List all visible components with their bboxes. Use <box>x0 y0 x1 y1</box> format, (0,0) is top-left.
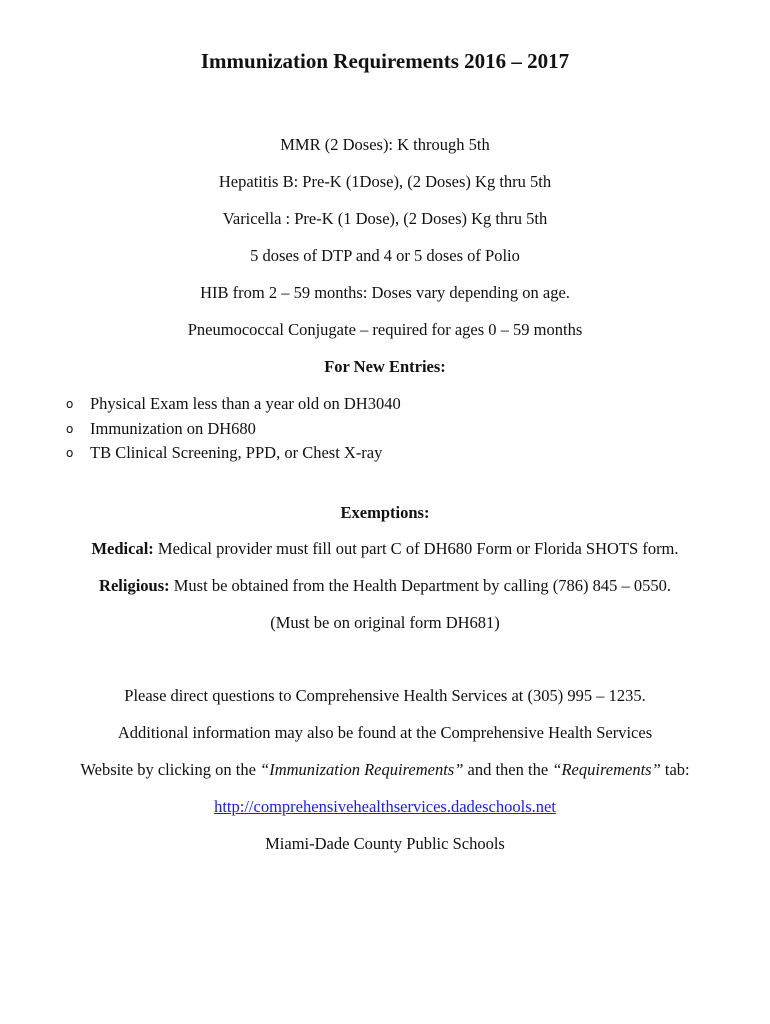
website-middle: and then the <box>463 760 553 779</box>
new-entries-list <box>66 392 401 466</box>
exemptions-heading: Exemptions: <box>340 503 430 522</box>
requirements-tab-name: “Requirements” <box>552 760 661 779</box>
bullet-icon: o <box>66 421 74 436</box>
immunization-requirements-tab-name: “Immunization Requirements” <box>260 760 464 779</box>
requirement-pneumococcal: Pneumococcal Conjugate – required for ages 0 – 59 months <box>187 320 583 339</box>
list-item-text: Physical Exam less than a year old on DH3040 <box>90 394 401 413</box>
website-prefix: Website by clicking on the <box>80 760 261 779</box>
bullet-icon: o <box>66 446 74 460</box>
list-item <box>66 417 401 442</box>
list-item <box>66 441 401 466</box>
page-title: Immunization Requirements 2016 – 2017 <box>200 49 570 73</box>
website-link-row <box>0 796 770 818</box>
list-item <box>66 392 401 417</box>
website-instructions <box>0 759 770 781</box>
form-note: (Must be on original form DH681) <box>270 613 500 632</box>
organization-name: Miami-Dade County Public Schools <box>265 834 505 853</box>
list-item-text: Immunization on DH680 <box>90 418 256 438</box>
new-entries-heading: For New Entries: <box>324 357 446 376</box>
requirement-hepatitis-b: Hepatitis B: Pre-K (1Dose), (2 Doses) Kg thru 5th <box>218 172 552 191</box>
medical-label: Medical: <box>91 539 154 558</box>
questions-contact: Please direct questions to Comprehensive Health Services at (305) 995 – 1235. <box>124 686 646 705</box>
list-item-text: TB Clinical Screening, PPD, or Chest X-ray <box>90 443 383 462</box>
medical-text: Medical provider must fill out part C of DH680 Form or Florida SHOTS form. <box>153 539 679 558</box>
requirement-dtp-polio: 5 doses of DTP and 4 or 5 doses of Polio <box>250 246 520 265</box>
bullet-icon: o <box>66 397 74 411</box>
requirement-mmr: MMR (2 Doses): K through 5th <box>280 135 490 154</box>
website-suffix: tab: <box>660 760 690 779</box>
religious-label: Religious: <box>99 576 170 595</box>
additional-info: Additional information may also be found at the Comprehensive Health Services <box>117 723 653 742</box>
requirement-hib: HIB from 2 – 59 months: Doses vary depending on age. <box>200 283 570 302</box>
exemption-religious <box>0 575 770 597</box>
website-link[interactable]: http://comprehensivehealthservices.dadeschools.net <box>214 797 556 816</box>
exemption-medical <box>0 538 770 560</box>
religious-text: Must be obtained from the Health Department by calling (786) 845 – 0550. <box>169 576 671 595</box>
requirement-varicella: Varicella : Pre-K (1 Dose), (2 Doses) Kg thru 5th <box>222 209 548 228</box>
